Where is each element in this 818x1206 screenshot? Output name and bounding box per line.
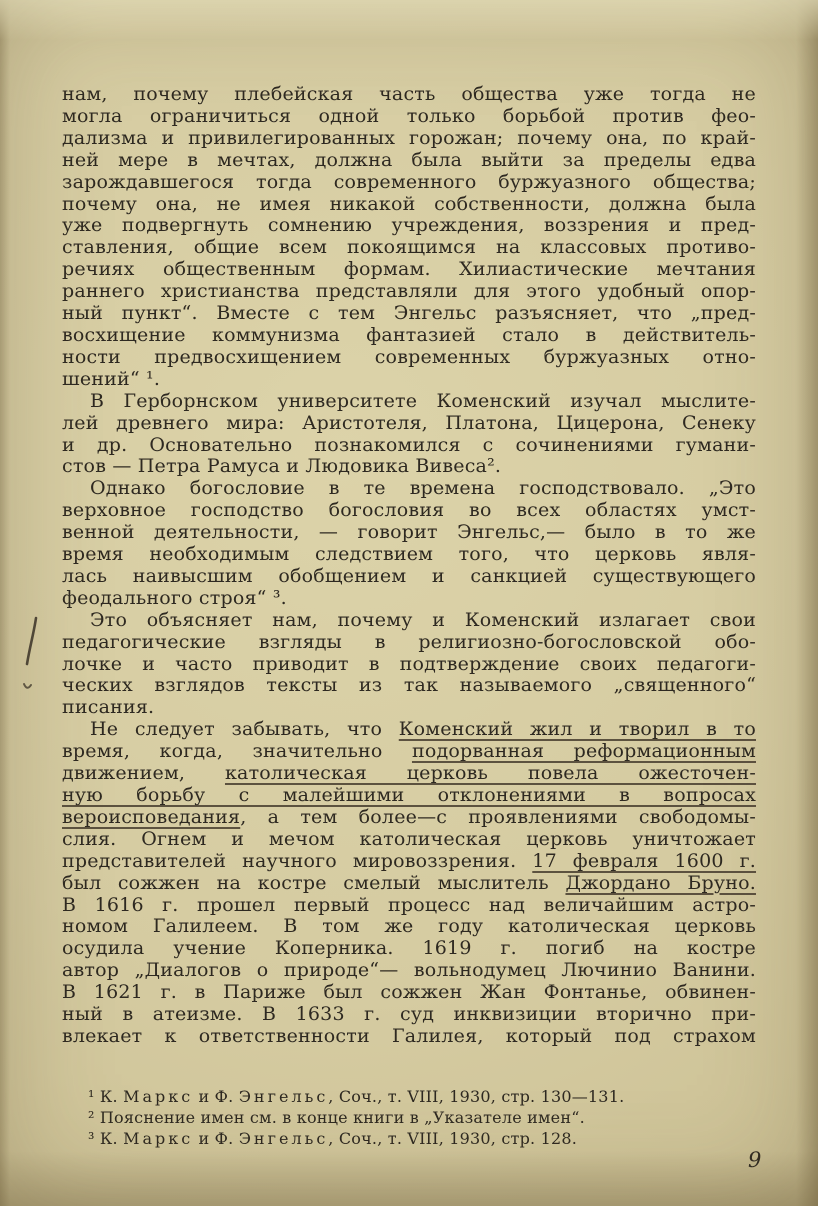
text-segment: ческих взглядов тексты из так называемого „священного“ [62, 674, 756, 697]
text-segment: ¹ К. [88, 1087, 124, 1106]
text-segment: раннего христианства представляли для этого удобный опор- [62, 280, 756, 303]
text-segment: Джордано Бруно. [565, 871, 756, 894]
text-line [62, 873, 756, 895]
footnote-line [62, 1107, 756, 1128]
text-segment: ный в атеизме. В 1633 г. суд инквизиции вторично при- [62, 1003, 756, 1026]
text-segment: слия. Огнем и мечом католическая церковь уничтожает [62, 827, 756, 850]
text-segment: лочке и часто приводит в подтверждение своих педагоги- [62, 652, 756, 675]
text-segment: ный пункт“. Вместе с тем Энгельс разъясняет, что „пред- [62, 302, 756, 325]
text-segment: лей древнего мира: Аристотеля, Платона, Цицерона, Сенеку [62, 411, 756, 434]
text-segment: почему она, не имея никакой собственности, должна была [62, 192, 756, 215]
text-line [62, 960, 756, 982]
text-line [62, 785, 756, 807]
text-line [62, 916, 756, 938]
text-line [62, 369, 756, 391]
page-number: 9 [748, 1148, 762, 1172]
text-segment: движением, [62, 762, 225, 785]
text-segment: лась наивысшим обобщением и санкцией существующего [62, 564, 756, 587]
text-line [62, 610, 756, 632]
page-text [62, 84, 756, 1048]
text-segment: представителей научного мировоззрения. [62, 849, 533, 872]
paragraph [62, 84, 756, 391]
text-line [62, 84, 756, 106]
text-segment: , Соч., т. VIII, 1930, стр. 128. [328, 1129, 578, 1148]
text-line [62, 763, 756, 785]
text-segment: и Ф. [193, 1129, 239, 1148]
text-segment: дализма и привилегированных горожан; почему она, по край- [62, 126, 756, 149]
text-segment: ную борьбу с малейшими отклонениями в вопросах [62, 784, 756, 806]
text-line [62, 215, 756, 237]
text-line [62, 281, 756, 303]
text-segment: могла ограничиться одной только борьбой против фео- [62, 104, 756, 127]
text-segment: речиях общественным формам. Хилиастические мечтания [62, 258, 756, 281]
text-line [62, 544, 756, 566]
text-segment: осудила учение Коперника. 1619 г. погиб на костре [62, 937, 756, 960]
text-segment: время необходимым следствием того, что церковь явля- [62, 543, 756, 566]
text-line [62, 303, 756, 325]
text-line [62, 347, 756, 369]
text-line [62, 172, 756, 194]
text-segment: был сожжен на костре смелый мыслитель [62, 871, 566, 894]
text-segment: В Герборнском университете Коменский изучал мыслите- [90, 389, 756, 412]
text-segment: католическая церковь повела ожесточен- [224, 762, 756, 785]
text-line [62, 741, 756, 763]
text-segment: ² Пояснение имен см. в конце книги в „Указателе имен“. [88, 1108, 585, 1127]
text-segment: педагогические взгляды в религиозно-богословской обо- [62, 630, 756, 653]
text-line [62, 566, 756, 588]
text-line [62, 150, 756, 172]
text-line [62, 719, 756, 741]
text-line [62, 1026, 756, 1048]
text-line [62, 106, 756, 128]
text-segment: Коменский жил и творил в то [398, 718, 756, 741]
text-segment: ности предвосхищением современных буржуазных отно- [62, 345, 756, 368]
text-line [62, 128, 756, 150]
text-segment: номом Галилеем. В том же году католическая церковь [62, 915, 756, 938]
text-segment: шений“ ¹. [62, 367, 161, 390]
text-line [62, 435, 756, 457]
text-line [62, 237, 756, 259]
text-segment: Энгельс [238, 1087, 329, 1106]
text-line [62, 478, 756, 500]
text-line [62, 654, 756, 676]
text-segment: и др. Основательно познакомился с сочинениями гумани- [62, 433, 756, 456]
text-segment: верховное господство богословия во всех областях умст- [62, 499, 756, 522]
paragraph [62, 610, 756, 720]
footnote-line [62, 1128, 756, 1149]
text-segment: уже подвергнуть сомнению учреждения, воззрения и пред- [62, 214, 756, 237]
text-segment: время, когда, значительно [62, 740, 412, 763]
text-segment: Энгельс [238, 1129, 329, 1148]
text-line [62, 982, 756, 1004]
text-segment: Не следует забывать, что [90, 718, 399, 741]
text-segment: феодального строя“ ³. [62, 586, 287, 609]
text-segment: 17 февраля 1600 г. [532, 849, 757, 872]
footnote-line [62, 1086, 756, 1107]
margin-pen-marks [16, 612, 50, 712]
text-line [62, 522, 756, 544]
text-line [62, 194, 756, 216]
text-segment: писания. [62, 696, 155, 719]
text-line [62, 632, 756, 654]
text-line [62, 938, 756, 960]
paragraph [62, 719, 756, 1048]
text-segment: ³ К. [88, 1129, 124, 1148]
text-segment: Маркс [123, 1087, 194, 1106]
text-line [62, 456, 756, 478]
text-line [62, 675, 756, 697]
text-segment: Однако богословие в те времена господствовало. „Это [90, 477, 756, 500]
text-segment: нам, почему плебейская часть общества уже тогда не [62, 83, 756, 105]
paragraph [62, 478, 756, 609]
text-segment: , а тем более—с проявлениями свободомы- [240, 805, 756, 828]
text-line [62, 1004, 756, 1026]
text-segment: Это объясняет нам, почему и Коменский излагает свои [90, 608, 756, 631]
text-line [62, 391, 756, 413]
text-segment: венной деятельности, — говорит Энгельс,— было в то же [62, 521, 756, 544]
text-segment: зарождавшегося тогда современного буржуазного общества; [62, 170, 756, 193]
text-segment: восхищение коммунизма фантазией стало в действитель- [62, 323, 756, 346]
text-segment: , Соч., т. VIII, 1930, стр. 130—131. [328, 1087, 625, 1106]
text-segment: подорванная реформационным [411, 740, 756, 763]
text-line [62, 259, 756, 281]
text-line [62, 851, 756, 873]
text-segment: Маркс [123, 1129, 194, 1148]
text-segment: ставления, общие всем покоящимся на классовых противо- [62, 236, 756, 259]
text-line [62, 413, 756, 435]
text-segment: и Ф. [193, 1087, 239, 1106]
footnotes [62, 1086, 756, 1149]
text-segment: В 1621 г. в Париже был сожжен Жан Фонтанье, обвинен- [62, 981, 756, 1004]
text-line [62, 500, 756, 522]
text-segment: стов — Петра Рамуса и Людовика Вивеса². [62, 455, 502, 478]
text-segment: ней мере в мечтах, должна была выйти за пределы едва [62, 148, 756, 171]
text-segment: влекает к ответственности Галилея, который под страхом [62, 1024, 756, 1047]
text-segment: В 1616 г. прошел первый процесс над величайшим астро- [62, 893, 756, 916]
text-line [62, 697, 756, 719]
text-line [62, 807, 756, 829]
text-segment: вероисповедания [62, 805, 241, 828]
text-segment: автор „Диалогов о природе“— вольнодумец Лючинио Ванини. [62, 959, 756, 982]
text-line [62, 588, 756, 610]
paragraph [62, 391, 756, 479]
text-line [62, 829, 756, 851]
text-line [62, 325, 756, 347]
text-line [62, 895, 756, 917]
